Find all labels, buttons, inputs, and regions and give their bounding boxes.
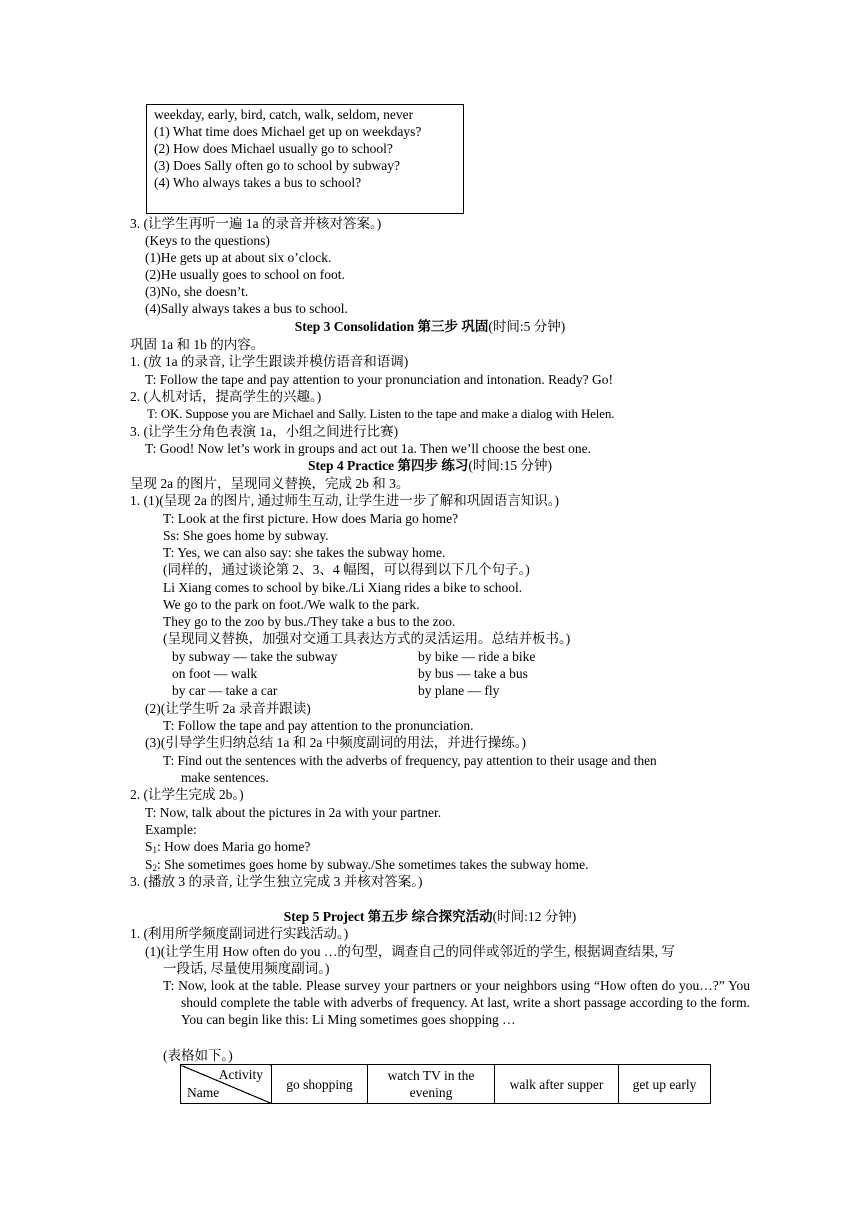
table-note: (表格如下。) [163,1048,233,1063]
s1-text: : How does Maria go home? [157,839,311,854]
item-3-instruction: 3. (让学生再听一遍 1a 的录音并核对答案。) [130,216,382,231]
header-activity: Activity [218,1067,263,1082]
step-3-teacher-1: T: Follow the tape and pay attention to your pronunciation and intonation. Ready? Go! [145,372,613,387]
step-3-item-2: 2. (人机对话，提高学生的兴趣。) [130,389,322,404]
step-3-heading [0,318,860,335]
step-3-item-1: 1. (放 1a 的录音, 让学生跟读并模仿语音和语调) [130,354,409,369]
step-5-item-1: 1. (利用所学频度副词进行实践活动。) [130,926,349,941]
step-5-item-1-1b: 一段话, 尽量使用频度副词。) [163,961,330,976]
s1-label: S [145,839,153,854]
pair-left-2: on foot — walk [172,666,258,681]
dialog-note: (同样的，通过谈论第 2、3、4 幅图，可以得到以下几个句子。) [163,562,530,577]
step-4-teacher-1-3a: T: Find out the sentences with the adverbs of frequency, pay attention to their usage and then [163,753,657,768]
step-4-time: (时间:15 分钟) [468,458,553,473]
step-4-item-1-3: (3)(引导学生归纳总结 1a 和 2a 中频度副词的用法，并进行操练。) [145,735,526,750]
question-4: (4) Who always takes a bus to school? [154,175,362,190]
question-1: (1) What time does Michael get up on weekdays? [154,124,422,139]
step-4-teacher-2: T: Now, talk about the pictures in 2a with your partner. [145,805,442,820]
step-3-time: (时间:5 分钟) [488,319,566,334]
example-label: Example: [145,822,197,837]
step-3-teacher-3: T: Good! Now let’s work in groups and act out 1a. Then we’ll choose the best one. [145,441,591,456]
pair-right-3: by plane — fly [418,683,500,698]
step-5-time: (时间:12 分钟) [492,909,577,924]
sentence-2: We go to the park on foot./We walk to the park. [163,597,420,612]
sentence-1: Li Xiang comes to school by bike./Li Xiang rides a bike to school. [163,580,523,595]
s2-text: : She sometimes goes home by subway./She sometimes takes the subway home. [157,857,589,872]
dialog-line-1: T: Look at the first picture. How does Maria go home? [163,511,459,526]
sentence-3: They go to the zoo by bus./They take a bus to the zoo. [163,614,456,629]
step-3-intro: 巩固 1a 和 1b 的内容。 [130,337,265,352]
step-4-item-1: 1. (1)(呈现 2a 的图片, 通过师生互动, 让学生进一步了解和巩固语言知识。) [130,493,559,508]
question-box [146,104,464,214]
header-diagonal-cell [181,1065,272,1104]
question-2: (2) How does Michael usually go to school? [154,141,393,156]
step-4-title: Step 4 Practice 第四步 练习 [307,458,469,473]
dialog-line-2: Ss: She goes home by subway. [163,528,329,543]
answer-3: (3)No, she doesn’t. [145,284,249,299]
step-3-item-3: 3. (让学生分角色表演 1a，小组之间进行比赛) [130,424,399,439]
step-5-teacher-paragraph: T: Now, look at the table. Please survey your partners or your neighbors using “How often do you…?” You should complete the table with adverbs of frequency. At last, write a short passage according to the form. You can begin like this: Li Ming sometimes goes shopping … [163,978,750,1027]
dialog-line-3: T: Yes, we can also say: she takes the subway home. [163,545,446,560]
s2-label: S [145,857,153,872]
s1-sub: 1 [152,845,158,855]
question-3: (3) Does Sally often go to school by subway? [154,158,400,173]
pair-right-1: by bike — ride a bike [418,649,536,664]
col-get-up-early: get up early [619,1065,711,1104]
table-row [181,1065,711,1104]
keys-title: (Keys to the questions) [145,233,270,248]
col-watch-tv: watch TV in the evening [368,1065,495,1104]
answer-4: (4)Sally always takes a bus to school. [145,301,348,316]
vocabulary-words: weekday, early, bird, catch, walk, seldom, never [154,107,414,122]
synonym-note: (呈现同义替换，加强对交通工具表达方式的灵活运用。总结并板书。) [163,631,571,646]
header-name: Name [187,1085,220,1100]
step-4-intro: 呈现 2a 的图片，呈现同义替换，完成 2b 和 3。 [130,476,410,491]
step-4-item-3: 3. (播放 3 的录音, 让学生独立完成 3 并核对答案。) [130,874,423,889]
col-go-shopping: go shopping [272,1065,368,1104]
answer-1: (1)He gets up at about six o’clock. [145,250,332,265]
step-4-heading [0,457,860,474]
step-3-teacher-2: T: OK. Suppose you are Michael and Sally. Listen to the tape and make a dialog with Helen. [147,406,615,421]
step-4-teacher-1-3b: make sentences. [181,770,269,785]
answer-2: (2)He usually goes to school on foot. [145,267,345,282]
step-4-item-1-2: (2)(让学生听 2a 录音并跟读) [145,701,311,716]
step-4-item-2: 2. (让学生完成 2b。) [130,787,244,802]
step-4-teacher-1-2: T: Follow the tape and pay attention to the pronunciation. [163,718,474,733]
pair-left-1: by subway — take the subway [172,649,338,664]
pair-right-2: by bus — take a bus [418,666,528,681]
s2-sub: 2 [152,863,158,873]
col-walk-after-supper: walk after supper [495,1065,619,1104]
step-5-title: Step 5 Project 第五步 综合探究活动 [283,909,493,924]
step-3-title: Step 3 Consolidation 第三步 巩固 [294,319,489,334]
pair-left-3: by car — take a car [172,683,278,698]
survey-table [180,1064,711,1104]
step-5-heading [0,908,860,925]
step-5-item-1-1a: (1)(让学生用 How often do you …的句型，调查自己的同伴或邻近的学生, 根据调查结果, 写 [145,944,675,959]
